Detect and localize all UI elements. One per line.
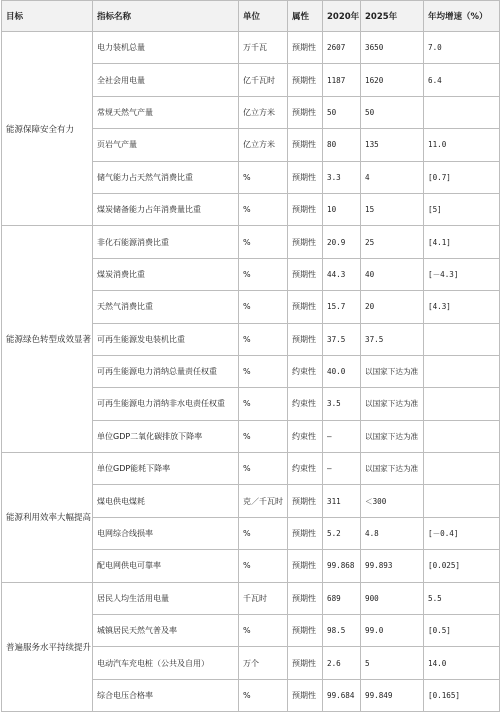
table-row (2, 32, 500, 64)
unit-cell: 克／千瓦时 (239, 485, 288, 517)
indicator-cell: 单位GDP二氧化碳排放下降率 (93, 420, 239, 452)
indicator-cell: 电力装机总量 (93, 32, 239, 64)
header-row (2, 1, 500, 32)
growth-cell: [0.165] (424, 679, 500, 711)
indicator-cell: 常规天然气产量 (93, 96, 239, 128)
value-2025-cell: 37.5 (361, 323, 424, 355)
unit-cell: 千瓦时 (239, 582, 288, 614)
value-2020-cell: 689 (323, 582, 361, 614)
unit-cell: 亿立方米 (239, 129, 288, 161)
header-indicator: 指标名称 (93, 1, 239, 32)
growth-cell (424, 96, 500, 128)
growth-cell: 7.0 (424, 32, 500, 64)
attribute-cell: 预期性 (288, 193, 323, 225)
value-2020-cell: 3.5 (323, 388, 361, 420)
attribute-cell: 预期性 (288, 96, 323, 128)
attribute-cell: 预期性 (288, 679, 323, 711)
growth-cell (424, 453, 500, 485)
growth-cell: [－4.3] (424, 258, 500, 290)
growth-cell: 14.0 (424, 647, 500, 679)
attribute-cell: 预期性 (288, 582, 323, 614)
growth-cell: [5] (424, 193, 500, 225)
table-row (2, 226, 500, 258)
value-2020-cell: 40.0 (323, 355, 361, 387)
indicator-cell: 可再生能源电力消纳总量责任权重 (93, 355, 239, 387)
energy-indicators-table (1, 0, 500, 712)
value-2020-cell: 50 (323, 96, 361, 128)
value-2025-cell: 3650 (361, 32, 424, 64)
attribute-cell: 预期性 (288, 550, 323, 582)
growth-cell: 6.4 (424, 64, 500, 96)
value-2025-cell: 4 (361, 161, 424, 193)
attribute-cell: 预期性 (288, 517, 323, 549)
value-2025-cell: 99.0 (361, 615, 424, 647)
header-growth: 年均增速（%） (424, 1, 500, 32)
unit-cell: % (239, 550, 288, 582)
value-2020-cell: 99.868 (323, 550, 361, 582)
value-2020-cell: 2.6 (323, 647, 361, 679)
group-target-cell: 普遍服务水平持续提升 (2, 582, 93, 712)
value-2020-cell: 3.3 (323, 161, 361, 193)
value-2025-cell: 以国家下达为准 (361, 420, 424, 452)
value-2020-cell: 1187 (323, 64, 361, 96)
value-2025-cell: 4.8 (361, 517, 424, 549)
attribute-cell: 预期性 (288, 647, 323, 679)
indicator-cell: 储气能力占天然气消费比重 (93, 161, 239, 193)
value-2020-cell: 37.5 (323, 323, 361, 355)
indicator-cell: 煤电供电煤耗 (93, 485, 239, 517)
unit-cell: 万个 (239, 647, 288, 679)
attribute-cell: 预期性 (288, 64, 323, 96)
value-2020-cell: 98.5 (323, 615, 361, 647)
indicator-cell: 可再生能源电力消纳非水电责任权重 (93, 388, 239, 420)
table-body (2, 32, 500, 712)
attribute-cell: 约束性 (288, 420, 323, 452)
unit-cell: % (239, 388, 288, 420)
value-2025-cell: 40 (361, 258, 424, 290)
value-2025-cell: 以国家下达为准 (361, 453, 424, 485)
attribute-cell: 约束性 (288, 355, 323, 387)
growth-cell: [0.5] (424, 615, 500, 647)
unit-cell: 万千瓦 (239, 32, 288, 64)
header-2020: 2020年 (323, 1, 361, 32)
growth-cell: [4.3] (424, 291, 500, 323)
unit-cell: % (239, 517, 288, 549)
indicator-cell: 页岩气产量 (93, 129, 239, 161)
value-2025-cell: 5 (361, 647, 424, 679)
header-unit: 单位 (239, 1, 288, 32)
indicator-cell: 天然气消费比重 (93, 291, 239, 323)
value-2025-cell: 以国家下达为准 (361, 388, 424, 420)
value-2020-cell: 10 (323, 193, 361, 225)
table-row (2, 582, 500, 614)
attribute-cell: 预期性 (288, 129, 323, 161)
indicator-cell: 电网综合线损率 (93, 517, 239, 549)
indicator-cell: 非化石能源消费比重 (93, 226, 239, 258)
value-2025-cell: ＜300 (361, 485, 424, 517)
indicator-cell: 单位GDP能耗下降率 (93, 453, 239, 485)
unit-cell: % (239, 420, 288, 452)
value-2025-cell: 15 (361, 193, 424, 225)
indicator-cell: 煤炭储备能力占年消费量比重 (93, 193, 239, 225)
growth-cell (424, 323, 500, 355)
group-target-cell: 能源保障安全有力 (2, 32, 93, 226)
indicator-cell: 可再生能源发电装机比重 (93, 323, 239, 355)
value-2025-cell: 25 (361, 226, 424, 258)
growth-cell: 11.0 (424, 129, 500, 161)
growth-cell: [0.7] (424, 161, 500, 193)
indicator-cell: 电动汽车充电桩（公共及自用） (93, 647, 239, 679)
unit-cell: % (239, 258, 288, 290)
indicator-cell: 煤炭消费比重 (93, 258, 239, 290)
indicator-cell: 全社会用电量 (93, 64, 239, 96)
unit-cell: % (239, 453, 288, 485)
value-2025-cell: 以国家下达为准 (361, 355, 424, 387)
growth-cell: [4.1] (424, 226, 500, 258)
unit-cell: % (239, 161, 288, 193)
attribute-cell: 约束性 (288, 453, 323, 485)
unit-cell: % (239, 193, 288, 225)
attribute-cell: 预期性 (288, 291, 323, 323)
unit-cell: % (239, 355, 288, 387)
value-2020-cell: — (323, 453, 361, 485)
indicator-cell: 综合电压合格率 (93, 679, 239, 711)
unit-cell: % (239, 323, 288, 355)
value-2020-cell: 44.3 (323, 258, 361, 290)
value-2020-cell: 311 (323, 485, 361, 517)
group-target-cell: 能源绿色转型成效显著 (2, 226, 93, 453)
value-2020-cell: 5.2 (323, 517, 361, 549)
unit-cell: 亿立方米 (239, 96, 288, 128)
attribute-cell: 预期性 (288, 485, 323, 517)
value-2020-cell: 80 (323, 129, 361, 161)
attribute-cell: 预期性 (288, 226, 323, 258)
attribute-cell: 预期性 (288, 258, 323, 290)
value-2025-cell: 20 (361, 291, 424, 323)
growth-cell: 5.5 (424, 582, 500, 614)
indicator-cell: 配电网供电可靠率 (93, 550, 239, 582)
attribute-cell: 预期性 (288, 32, 323, 64)
attribute-cell: 预期性 (288, 161, 323, 193)
table-row (2, 453, 500, 485)
growth-cell (424, 355, 500, 387)
value-2025-cell: 99.849 (361, 679, 424, 711)
indicator-cell: 居民人均生活用电量 (93, 582, 239, 614)
value-2020-cell: 20.9 (323, 226, 361, 258)
indicator-cell: 城镇居民天然气普及率 (93, 615, 239, 647)
header-2025: 2025年 (361, 1, 424, 32)
value-2025-cell: 99.893 (361, 550, 424, 582)
unit-cell: % (239, 226, 288, 258)
growth-cell (424, 420, 500, 452)
attribute-cell: 约束性 (288, 388, 323, 420)
attribute-cell: 预期性 (288, 323, 323, 355)
value-2025-cell: 1620 (361, 64, 424, 96)
value-2025-cell: 50 (361, 96, 424, 128)
attribute-cell: 预期性 (288, 615, 323, 647)
unit-cell: % (239, 291, 288, 323)
value-2020-cell: — (323, 420, 361, 452)
growth-cell: [0.025] (424, 550, 500, 582)
unit-cell: % (239, 615, 288, 647)
group-target-cell: 能源利用效率大幅提高 (2, 453, 93, 583)
unit-cell: % (239, 679, 288, 711)
value-2020-cell: 99.684 (323, 679, 361, 711)
unit-cell: 亿千瓦时 (239, 64, 288, 96)
growth-cell (424, 485, 500, 517)
growth-cell (424, 388, 500, 420)
value-2025-cell: 135 (361, 129, 424, 161)
value-2025-cell: 900 (361, 582, 424, 614)
value-2020-cell: 2607 (323, 32, 361, 64)
growth-cell: [－0.4] (424, 517, 500, 549)
header-attribute: 属性 (288, 1, 323, 32)
header-target: 目标 (2, 1, 93, 32)
value-2020-cell: 15.7 (323, 291, 361, 323)
